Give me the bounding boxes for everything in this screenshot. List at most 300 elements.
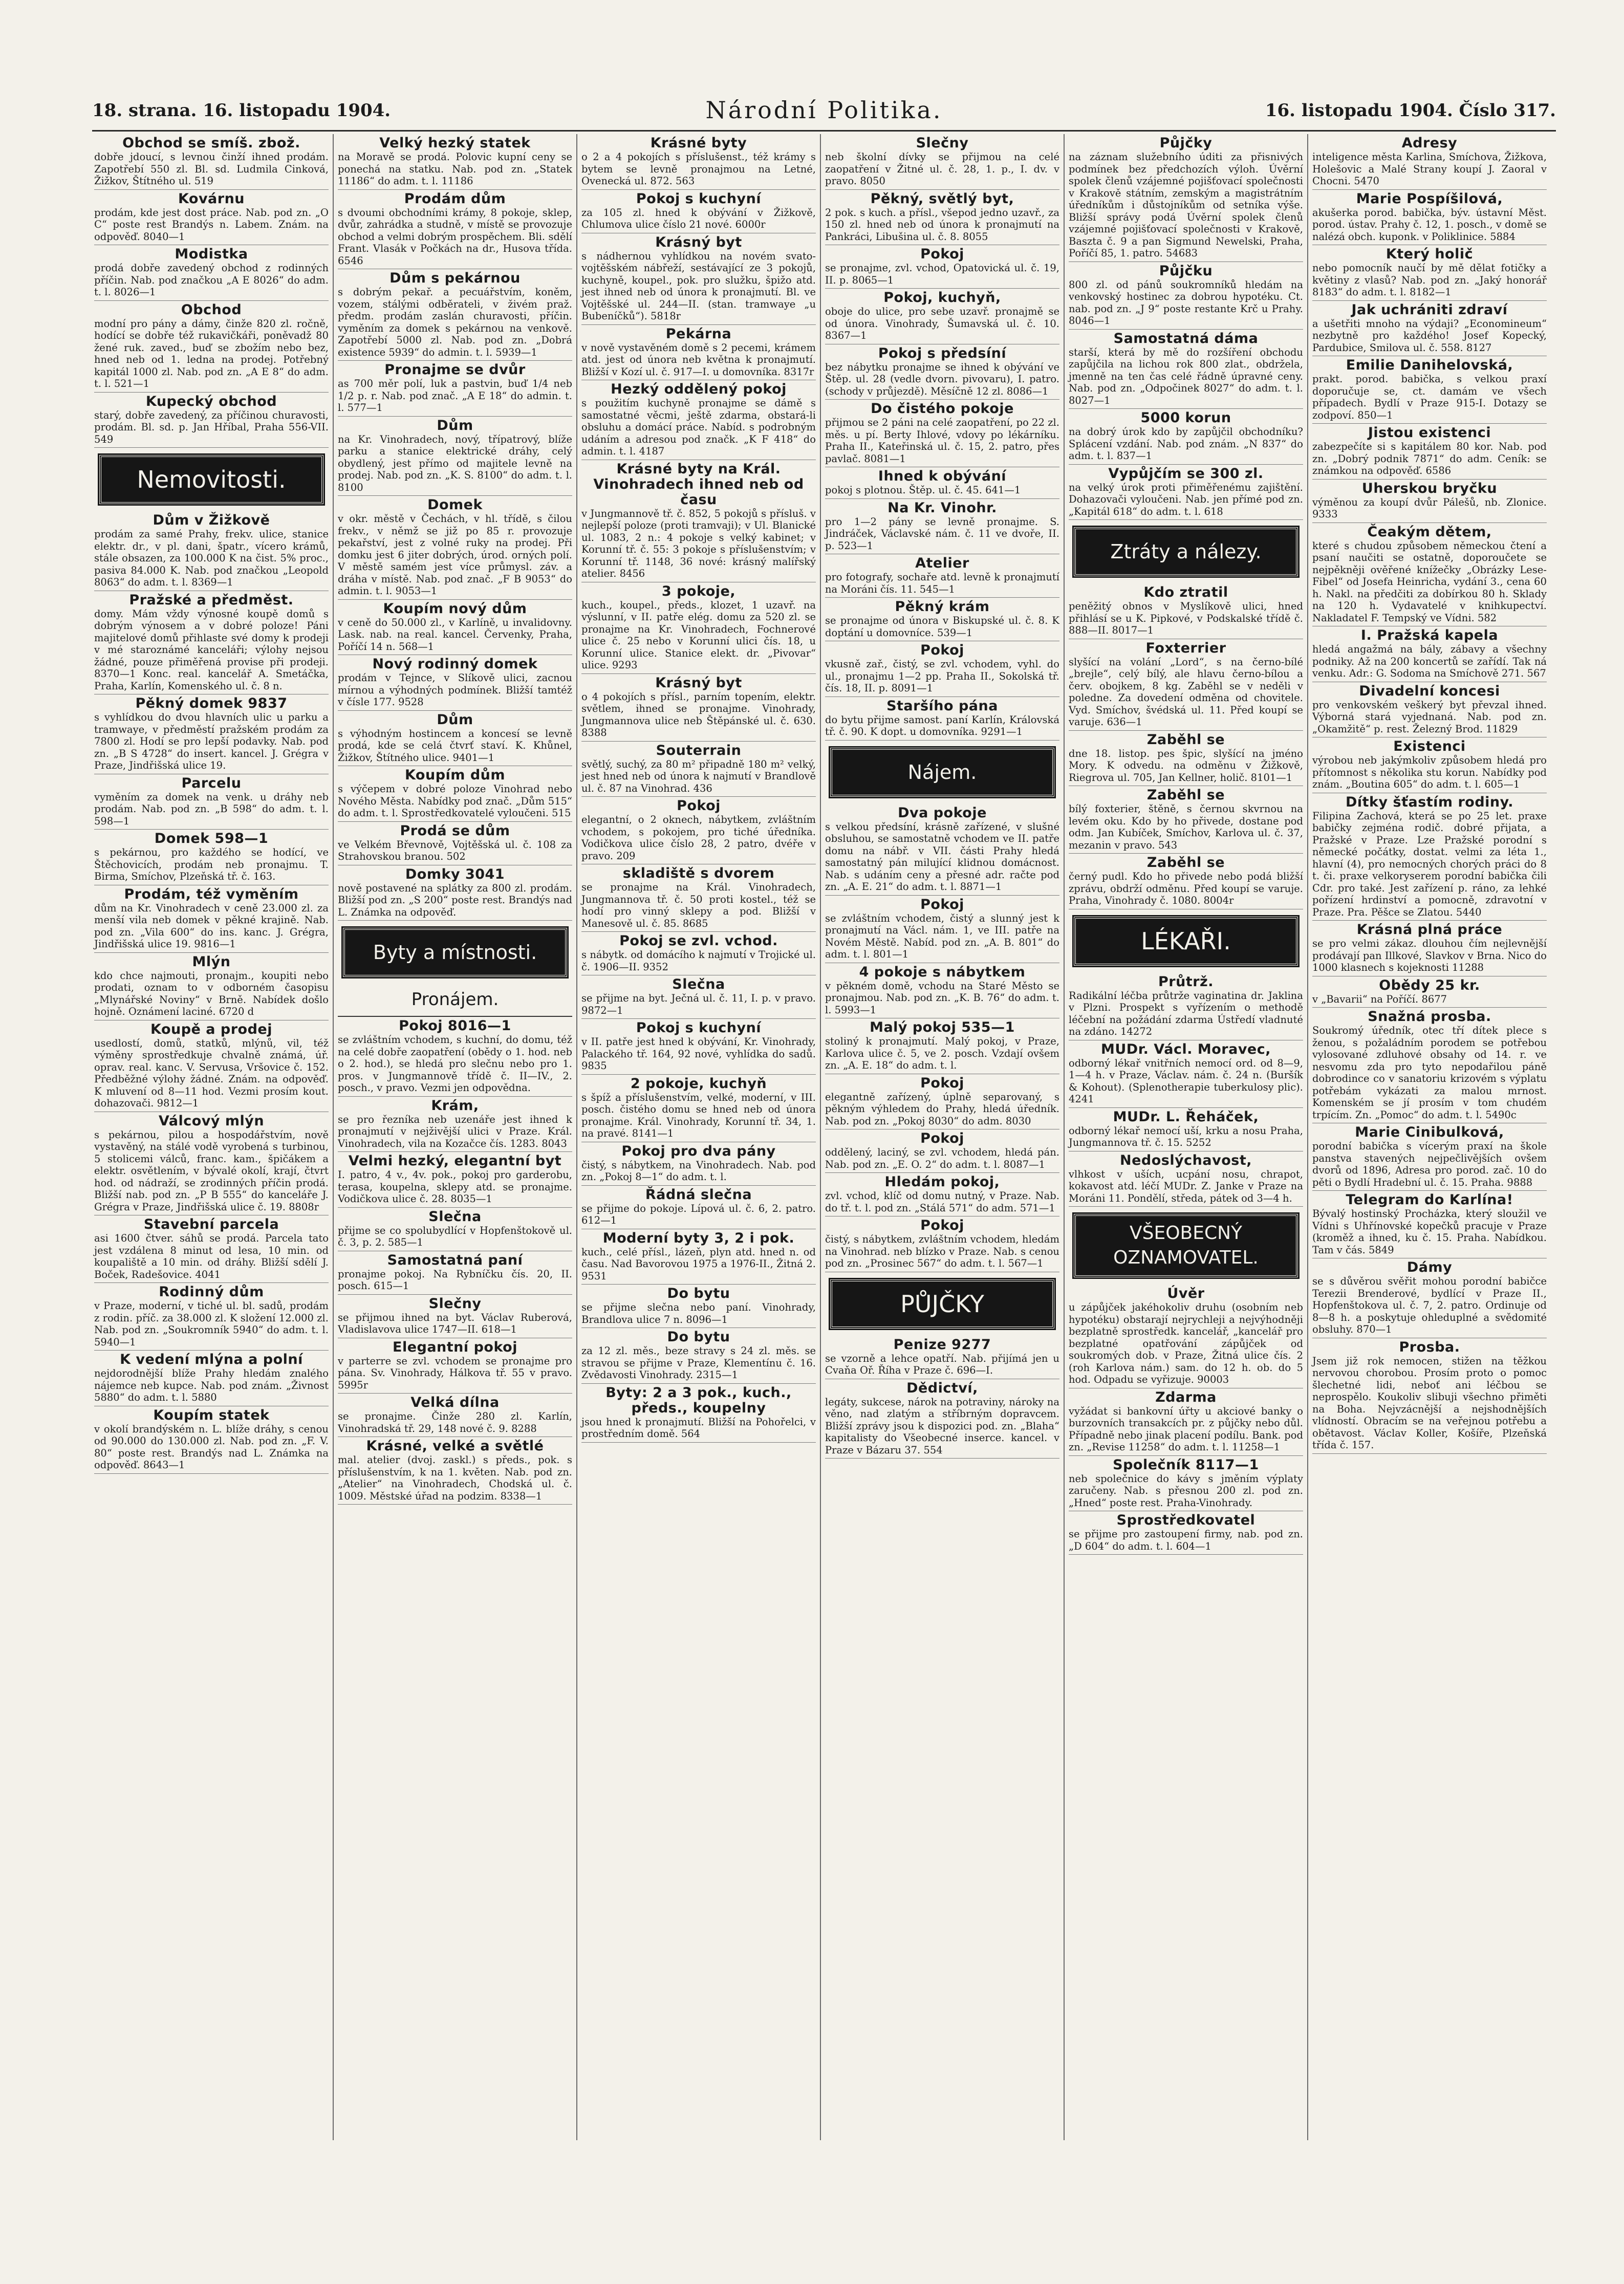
column-5-ads: [1067, 134, 1305, 1555]
ad-title: 2 pokoje, kuchyň: [630, 1075, 767, 1092]
classified-ad: [338, 417, 572, 496]
ad-title: Prosba.: [1399, 1339, 1460, 1355]
ad-title: Domky 3041: [405, 866, 505, 882]
ad-title: Kupecký obchod: [145, 393, 277, 409]
ad-text: nejdorodnější blíže Prahy hledám znalého nájemce neb kupce. Nab. pod znám. „Živnost 5880“ do adm. t. l. 5880: [94, 1367, 329, 1403]
ad-text: bílý foxterier, štěně, s černou skvrnou na levém oku. Kdo by ho přivede, dostane pod odm. Jan Kubíček, Smíchov, Karlova ul. č. 37, mezanin v pravo. 543: [1069, 803, 1303, 851]
classified-ad: [581, 674, 816, 742]
ad-text: pokoj s plotnou. Štěp. ul. č. 45. 641—1: [825, 484, 1021, 496]
ad-text: v II. patře jest hned k obývání, Kr. Vinohrady, Palackého tř. 164, 92 nové, vyhlídka do sadů. 9835: [581, 1036, 816, 1072]
ad-title: Krásný byt: [655, 234, 742, 250]
ad-title: Koupě a prodej: [150, 1021, 272, 1037]
ad-text: neb školní dívky se přijmou na celé zaopatření v Žitné ul. č. 28, 1. p., I. dv. v pravo. 8050: [825, 151, 1059, 187]
classified-ad: [94, 393, 329, 448]
ad-text: prodám v Tejnce, v Slíkově ulici, zacnou mírnou a výhodných podmínek. Bližší tamtéž v čísle 177. 9528: [338, 672, 572, 708]
ad-title: Dům: [437, 711, 473, 728]
classified-ad: [1312, 682, 1547, 738]
ad-text: nově postavené na splátky za 800 zl. prodám. Bližší pod zn. „S 200“ poste rest. Brandýs nad L. Známka na odpověď.: [338, 882, 572, 918]
ad-text: se vzorně a lehce opatří. Nab. přijímá jen u Cvaňa Oř. Říha v Praze č. 696—I.: [825, 1352, 1059, 1376]
classified-ad: [581, 1229, 816, 1285]
classified-ad: [825, 134, 1059, 190]
ad-title: 5000 korun: [1140, 410, 1231, 426]
ad-title: I. Pražská kapela: [1360, 627, 1499, 643]
ad-title: Pokoj: [920, 246, 964, 262]
banner-ztraty: Ztráty a nálezy.: [1074, 527, 1298, 576]
ad-text: starý, dobře zavedený, za příčinou churavosti, prodám. Bl. sd. p. Jan Hříbal, Praha 556-VII. 549: [94, 409, 329, 445]
classified-ad: [94, 1283, 329, 1351]
ad-text: se pro řezníka neb uzenáře jest ihned k pronajmutí v nejživější ulici v Praze. Král. Vinohradech, vila na Kozačce čís. 1283. 8043: [338, 1113, 572, 1149]
ad-title: Stavební parcela: [143, 1216, 279, 1232]
ad-title: Pražské a předměst.: [129, 592, 294, 608]
ad-text: za 105 zl. hned k obývání v Žižkově, Chlumova ulice číslo 21 nové. 6000r: [581, 206, 816, 230]
classified-ad: [825, 190, 1059, 246]
ad-text: 800 zl. od pánů soukromníků hledám na venkovský hostinec za dobrou hypotéku. Ct. nab. pod zn. „J 9“ poste restante Krč u Prahy. 8046—1: [1069, 278, 1303, 327]
column-4: [823, 134, 1062, 2145]
classified-ad: [1069, 1040, 1303, 1108]
ad-text: se pronajme. Činže 280 zl. Karlín, Vinohradská tř. 29, 148 nové č. 9. 8288: [338, 1410, 572, 1434]
classified-ad: [1069, 639, 1303, 731]
classified-ad: [1312, 1123, 1547, 1191]
classified-ad: [1069, 1108, 1303, 1151]
classified-ad: [581, 742, 816, 797]
ad-title: Hledám pokoj,: [884, 1174, 1000, 1190]
ad-title: Pronajme se dvůr: [384, 362, 526, 378]
classified-ad: [1069, 786, 1303, 854]
ad-text: 2 pok. s kuch. a přísl., všepod jedno uzavř., za 150 zl. hned neb od února k pronajmutí na Pankráci, Libušina ul. č. 8. 8055: [825, 206, 1059, 243]
classified-ad: [94, 1020, 329, 1112]
ad-text: do bytu přijme samost. paní Karlín, Královská tř. č. 90. K dopt. u domovníka. 9291—1: [825, 713, 1059, 737]
ad-text: s dobrým pekař. a pecuářstvím, koněm, vozem, stálými odběrateli, v živém praž. předm. prodám zaslán churavosti, příčin. vyměním za domek s pekárnou na venkově. Zapotřebí 5000 zl. Nab. pod zn. „Dobrá existence 5939“ do admin. t. l. 5939—1: [338, 286, 572, 358]
ad-title: Pokoj 8016—1: [399, 1018, 511, 1034]
ad-text: pronajme pokoj. Na Rybníčku čís. 20, II. posch. 615—1: [338, 1268, 572, 1292]
ad-text: s vyhlídkou do dvou hlavních ulic u parku a tramwaye, v předměstí pražském prodám za 7800 zl. Hodí se pro lepší podavky. Nab. pod zn. „B S 4728“ do insert. kancel. J. Grégra v Praze, Jindřišská ulice 19.: [94, 711, 329, 771]
classified-ad: [338, 190, 572, 270]
ad-title: Krásný byt: [655, 675, 742, 691]
classified-ad: [825, 499, 1059, 555]
banner-nemovitosti: Nemovitosti.: [99, 455, 323, 504]
column-1: [92, 134, 331, 2145]
ad-title: Zaběhl se: [1146, 855, 1225, 871]
ad-text: prakt. porod. babička, s velkou praxí doporučuje se, ct. damám ve všech případech. Bydlí v Praze 915-I. Dotazy se zodpoví. 850—1: [1312, 373, 1547, 421]
ad-title: Vypůjčím se 300 zl.: [1108, 465, 1264, 482]
ad-title: Zaběhl se: [1146, 787, 1225, 803]
ad-text: u zápůjček jakéhokoliv druhu (osobním neb hypotéku) obstarají nejrychleji a nejvýhodněji bezplatně sprostředk. kancelář, „kancelář pro bezplatné opatřování zápůjček od soukromých dob. v Praze, Žitná ulice čís. 2 (roh Karlova nám.) sam. do 12 h. ob. do 5 hod. Odpadu se vyřizuje. 90003: [1069, 1301, 1303, 1385]
classified-ad: [338, 865, 572, 921]
classified-ad: [825, 804, 1059, 896]
classified-ad: [581, 932, 816, 975]
ad-title: Společník 8117—1: [1113, 1456, 1259, 1473]
classified-ad: [1312, 1258, 1547, 1338]
ad-title: Pokoj pro dva pány: [621, 1143, 776, 1159]
ad-text: kuch., koupel., předs., klozet, 1 uzavř. na výslunní, v II. patře elég. domu za 520 zl. se pronajme na Kr. Vinohradech, Fochnerové ulice č. 25 nebo v Korunní ulici čís. 18, u Korunní ulice. Stanice elekt. dr. „Pivovar“ ulice. 9293: [581, 599, 816, 671]
classified-ad: [338, 711, 572, 767]
ad-text: v Jungmannově tř. č. 852, 5 pokojů s přísluš. v nejlepší poloze (proti tramvaji); v Ul. Blanické ul. 1083, 2 n.: 4 pokoje s velký kabinet; v Korunní tř. č. 55: 3 pokoje s příslušenstvím; v Korunní tř. 1148, 36 nové: krásný malířský atelier. 8456: [581, 507, 816, 579]
column-6-ads: [1310, 134, 1549, 1454]
ad-text: se zvláštním vchodem, s kuchní, do domu, též na celé dobře zaopatření (obědy o 1. hod. neb o 2. hod.), se hledá pro slečnu nebo pro 1. pros. v Jungmannově třídě č. II—IV., 2. posch., v pravo. Vezmi jen odpovědna.: [338, 1034, 572, 1094]
ad-text: v ceně do 50.000 zl., v Karlíně, u invalidovny. Lask. nab. na real. kancel. Červenky, Praha, Poříčí 14 n. 568—1: [338, 616, 572, 652]
ad-text: kuch., celé přísl., lázeň, plyn atd. hned n. od času. Nad Bavorovou 1975 a 1976-II., Žitná 2. 9531: [581, 1246, 816, 1282]
classified-ad: [1312, 921, 1547, 976]
ad-title: Prodá se dům: [400, 822, 510, 839]
column-1-ads-bottom: [92, 511, 331, 1474]
ad-title: Existenci: [1393, 738, 1466, 754]
classified-ad: [94, 1112, 329, 1216]
ad-title: Kdo ztratil: [1143, 584, 1228, 600]
ad-title: Dům v Žižkově: [153, 512, 270, 528]
ad-title: Do bytu: [667, 1286, 730, 1301]
ad-text: se pronajme, zvl. vchod, Opatovická ul. č. 19, II. p. 8065—1: [825, 262, 1059, 286]
ad-title: Telegram do Karlína!: [1346, 1192, 1513, 1208]
ad-title: Krásná plná práce: [1356, 922, 1503, 938]
classified-ad: [338, 1097, 572, 1152]
column-3: [579, 134, 818, 2145]
classified-ad: [338, 1152, 572, 1208]
ad-title: MUDr. L. Řeháček,: [1113, 1108, 1259, 1125]
classified-ad: [1312, 1191, 1547, 1258]
classified-ad: [825, 1173, 1059, 1216]
classified-ad: [338, 600, 572, 656]
ad-text: starší, která by mě do rozšíření obchodu zapůjčila na lichou rok 800 zlat., obdržela, jmenně na ten čas celé řádně úpravné ceny. Nab. pod zn. „Odpočinek 8027“ do adm. t. l. 8027—1: [1069, 346, 1303, 406]
ad-title: Slečny: [428, 1295, 482, 1312]
ad-text: prodá dobře zavedený obchod z rodinných příčin. Nab. pod značkou „A E 8026“ do adm. t. l. 8026—1: [94, 262, 329, 298]
ad-text: Filipina Zachová, která se po 25 let. praxe babičky zejména rodič. dobré přijata, a Pražské v Praze. Lze Pražské porodní s německé počátky, dostat. velmi za léta 1., hlavní (4), pro nemocných chorých práci do 8 t. či. praxe velkoryserem porodní babička čili Cdr. pro také. Jest zařízení p. ráno, za lehké pořízení hrdinství a pomocně, zdravotní v Praze. Pra. Pěšce se Zlatou. 5440: [1312, 810, 1547, 918]
classified-ad: [94, 134, 329, 190]
column-divider: [576, 134, 577, 2140]
ad-text: oboje do ulice, pro sebe uzavř. pronajmě se od února. Vinohrady, Šumavská ul. č. 10. 8367—1: [825, 306, 1059, 341]
ad-title: Dámy: [1406, 1259, 1453, 1275]
ad-title: Atelier: [915, 555, 969, 571]
ad-title: Samostatná paní: [387, 1252, 523, 1268]
classified-ad: [825, 554, 1059, 598]
ad-text: na Kr. Vinohradech, nový, třípatrový, blíže parku a stanice elektrické dráhy, celý obydlený, jest přímo od majitele levně na prodej. Nab. pod zn. „K. S. 8100“ do adm. t. l. 8100: [338, 433, 572, 493]
classified-ad: [581, 975, 816, 1019]
ad-text: dobře jdoucí, s levnou činží ihned prodám. Zapotřebí 550 zl. Bl. sd. Ludmila Cinková, Žižkov, Štítného ul. 519: [94, 151, 329, 187]
ad-title: Hezký oddělený pokoj: [611, 381, 787, 397]
classified-ad: [94, 511, 329, 591]
classified-ad: [1312, 134, 1547, 190]
ad-text: o 4 pokojích s přísl., parním topením, elektr. světlem, ihned se pronajme. Vinohrady, Jungmannova ulice neb Štěpánské ul. č. 630. 8388: [581, 690, 816, 738]
ad-title: Domek 598—1: [154, 831, 269, 846]
ad-text: kdo chce najmouti, pronajm., koupiti nebo prodati, oznam to v odborném časopisu „Mlynářské Noviny“ v Brně. Nabídek došlo hojně. Oznámení laciné. 6720 d: [94, 969, 329, 1017]
ad-title: Krásné byty: [650, 135, 747, 151]
ad-title: Divadelní koncesi: [1359, 683, 1500, 699]
ad-title: Na Kr. Vinohr.: [887, 499, 997, 516]
ad-title: Staršího pána: [886, 698, 998, 714]
ad-text: hledá angažmá na bály, zábavy a všechny podniky. Až na 200 koncertů se zařídí. Tak ná venku. Adr.: G. Sodoma na Smíchově 271. 567: [1312, 643, 1547, 679]
ad-title: Uherskou bryčku: [1361, 480, 1498, 496]
ad-title: Jak uchrániti zdraví: [1351, 301, 1508, 318]
ad-title: Pokoj: [920, 642, 964, 658]
ad-title: Pokoj s předsíní: [878, 345, 1007, 361]
classified-ad: [94, 190, 329, 246]
ad-title: Zaběhl se: [1146, 731, 1225, 748]
ad-text: za 12 zl. měs., beze stravy s 24 zl. měs. se stravou se přijme v Praze, Klementínu č. 16. Zvědavosti Vinohrady. 2315—1: [581, 1345, 816, 1381]
ad-title: Rodinný dům: [159, 1284, 264, 1300]
ad-title: 3 pokoje,: [661, 583, 736, 599]
header-rule: [92, 130, 1556, 132]
classified-ad: [1312, 523, 1547, 627]
ad-text: pro 1—2 pány se levně pronajme. S. Jindráček, Václavské nám. č. 11 ve dvoře, II. p. 523—1: [825, 515, 1059, 552]
ad-text: se přijmou ihned na byt. Václav Ruberová, Vladislavova ulice 1747—II. 618—1: [338, 1311, 572, 1335]
classified-ad: [581, 380, 816, 460]
ad-title: Emilie Danihelovská,: [1346, 357, 1513, 373]
ad-title: Velmi hezký, elegantní byt: [348, 1153, 562, 1169]
ad-title: Penize 9277: [893, 1336, 991, 1353]
ad-title: Moderní byty 3, 2 i pok.: [602, 1230, 795, 1246]
ad-text: čistý, s nábytkem, zvláštním vchodem, hledám na Vinohrad. neb blízko v Praze. Nab. s cenou pod zn. „Prosinec 567“ do adm. t. l. 567—1: [825, 1233, 1059, 1269]
ad-text: inteligence města Karlina, Smíchova, Žižkova, Holešovic a Malé Strany koupí J. Zaoral v Chocni. 5470: [1312, 151, 1547, 187]
ad-title: Foxterrier: [1145, 640, 1226, 656]
ad-text: vkusně zař., čistý, se zvl. vchodem, vyhl. do ul., pronajmu 1—2 pp. Praha II., Sokolská tř. čís. 18, II. p. 8091—1: [825, 658, 1059, 694]
ad-title: Dědictví,: [906, 1380, 978, 1396]
classified-ad: [94, 1351, 329, 1406]
ad-title: 4 pokoje s nábytkem: [859, 964, 1026, 980]
column-divider: [820, 134, 821, 2140]
ad-text: v parterre se zvl. vchodem se pronajme pro pána. Sv. Vinohrady, Hálkova tř. 55 v pravo. 5995r: [338, 1355, 572, 1391]
ad-text: vyžádat si bankovní úřty u akciové banky o burzovních transakcích pr. z půjčky nebo důl. Případně nebo jinak placení podílu. Bank. pod zn. „Revise 11258“ do adm. t. l. 11258—1: [1069, 1405, 1303, 1453]
classified-ad: [1069, 1511, 1303, 1555]
ad-title: Pokoj: [920, 1217, 964, 1233]
ad-text: pro venkovském veškerý byt převzal ihned. Výborná stará vyjednaná. Nab. pod zn. „Okamžitě“ p. rest. Železný Brod. 11829: [1312, 699, 1547, 735]
ad-text: as 700 měr polí, luk a pastvin, buď 1/4 neb 1/2 p. r. Nab. pod znač. „A E 18“ do admin. t. l. 577—1: [338, 378, 572, 414]
ad-text: porodní babička s vícerým praxí na škole panstva stavených nejpečlivějších ovšem dvorů od 1896, Adresa pro porod. zač. 10 do pěti o Bydlí Hradební ul. č. 15. Praha. 9888: [1312, 1140, 1547, 1188]
classified-ad: [338, 822, 572, 865]
ad-title: Sprostředkovatel: [1116, 1512, 1255, 1528]
ad-text: čistý, s nábytkem, na Vinohradech. Nab. pod zn. „Pokoj 8—1“ do adm. t. l.: [581, 1159, 816, 1183]
ad-text: s použitím kuchyně pronajme se dámě s samostatné věcmi, ještě zdarma, obstará-li obsluhu a domácí práce. Nabíd. s podrobným udáním a adresou pod značk. „K F 418“ do admin. t. l. 4187: [581, 397, 816, 457]
ad-title: Krásné, velké a světlé: [366, 1438, 544, 1454]
classified-ad: [581, 233, 816, 325]
classified-ad: [338, 269, 572, 361]
banner-pujcky: PŮJČKY: [830, 1279, 1054, 1329]
ad-text: odborný lékař vnitřních nemocí ord. od 8—9, 1—4 h. v Praze, Václav. nám. č. 24 n. (Buršík & Kohout). (Splenotherapie tuberkulosy plic). 4241: [1069, 1057, 1303, 1105]
ad-title: Pokoj: [677, 798, 721, 814]
classified-ad: [1312, 793, 1547, 921]
classified-ad: [94, 1406, 329, 1474]
classified-ad: [825, 1129, 1059, 1173]
ad-title: Do čistého pokoje: [871, 401, 1014, 417]
classified-ad: [581, 460, 816, 582]
ad-title: Který holič: [1385, 246, 1474, 262]
classified-ad: [338, 1338, 572, 1394]
ad-text: s špíž a příslušenstvím, velké, moderní, v III. posch. čistého domu se hned neb od února pronajme. Král. Vinohrady, Korunní tř. 34, 1. na pravé. 8141—1: [581, 1091, 816, 1139]
ad-title: Snažná prosba.: [1368, 1009, 1491, 1025]
ad-title: Pokoj: [920, 1130, 964, 1146]
ad-title: Ihned k obývání: [878, 468, 1007, 484]
ad-text: elegantně zařízený, úplně separovaný, s pěkným výhledem do Prahy, hledá úředník. Nab. pod zn. „Pokoj 8030“ do adm. 8030: [825, 1091, 1059, 1127]
ad-text: se přijme slečna nebo paní. Vinohrady, Brandlova ulice 7 n. 8096—1: [581, 1301, 816, 1325]
ad-text: s výhodným hostincem a koncesí se levně prodá, kde se celá čtvrť staví. K. Khůnel, Žižkov, Štítného ulice. 9401—1: [338, 727, 572, 764]
ad-text: se pronajme od února v Biskupské ul. č. 8. K doptání u domovníce. 539—1: [825, 615, 1059, 639]
ad-text: s výčepem v dobré poloze Vinohrad nebo Nového Města. Nabídky pod znač. „Dům 515“ do adm. t. l. Sprostředkovatelé vyloučeni. 515: [338, 783, 572, 819]
classified-ad: [581, 1019, 816, 1075]
ad-text: bez nábytku pronajme se ihned k obývání ve Štěp. ul. 28 (vedle dvorn. pivovaru), I. patro. (schody v průjezdě). Měsíčně 12 zl. 8086—1: [825, 361, 1059, 397]
ad-text: s pekárnou, pilou a hospodářstvím, nově vystavěný, na stálé vodě vyrobená s turbinou, 5 stolicemi válců, franc. kam., špičákem a elektr. osvětlením, v bývalé okolí, krají, čtvrt hod. od nádraží, se zrodinných příčin prodá. Bližší nab. pod zn. „P B 555“ do kanceláře J. Grégra v Praze, Jindřišská ulice č. 19. 8808r: [94, 1128, 329, 1213]
classified-ad: [94, 1215, 329, 1283]
ad-text: na záznam služebního úditi za přisnivých podmínek bez předchozích výloh. Úvěrní spolek členů vzájemné pojišťovací společnosti v Krakově státním, zemským a magistrátním úředníkům i důstojníkům od setníka výše. Bližší správy podá Úvěrní spolek členů vzájemné pojišťovací společnosti v Krakově, Baszta č. 9 a pan Sigmund Newelski, Praha, Poříčí 85, 1. patro. 54683: [1069, 151, 1303, 259]
classified-ad: [581, 1384, 816, 1443]
ad-title: Dítky šťastím rodiny.: [1345, 794, 1514, 810]
ad-title: Marie Cinibulková,: [1355, 1124, 1504, 1140]
ad-text: legáty, sukcese, nárok na potraviny, nároky na věno, nad zlatým a stříbrným dopravcem. Bližší zprávy jsou k dispozici pod. zn. „Blaha“ kapitalisty do Všeobecné inserce. kancel. v Praze v Bázaru 37. 554: [825, 1396, 1059, 1456]
ad-text: se pronajme na Král. Vinohradech, Jungmannova tř. č. 50 proti kostel., též se hodí pro vinný sklepy a pod. Bližší v Manesově ul. č. 85. 8685: [581, 881, 816, 929]
classified-ad: [1069, 262, 1303, 330]
ad-title: Nový rodinný domek: [372, 656, 538, 672]
ad-title: MUDr. Václ. Moravec,: [1100, 1041, 1271, 1057]
ad-text: akušerka porod. babička, býv. ústavní Měst. porod. ústav. Prahy č. 12, 1. posch., v domě se nalézá obch. kuponk. v Poliklinice. 5884: [1312, 206, 1547, 243]
classified-ad: [825, 598, 1059, 641]
classified-ad: [1312, 301, 1547, 357]
ad-title: Koupím nový dům: [383, 600, 527, 617]
banner-byty: Byty a místnosti.: [343, 928, 567, 977]
ad-title: Průtrž.: [1158, 973, 1214, 990]
classified-ad: [581, 134, 816, 190]
ad-title: Půjčky: [1159, 135, 1212, 151]
classified-ad: [581, 1142, 816, 1186]
classified-ad: [825, 697, 1059, 741]
ad-text: elegantní, o 2 oknech, nábytkem, zvláštním vchodem, s pokojem, pro tiché úředníka. Vodičkova ulice číslo 28, 2 patro, dvéře v pravo. 209: [581, 814, 816, 862]
ad-title: Pěkný krám: [895, 599, 990, 615]
column-2-ads-bottom: [336, 1017, 574, 1505]
classified-ad: [338, 1208, 572, 1251]
newspaper-title: Národní Politika.: [705, 96, 943, 124]
ad-title: Dům: [437, 417, 473, 433]
column-2: [336, 134, 574, 2145]
ad-text: s nádhernou vyhlídkou na novém svato-vojtěšském nábřeží, sestávající ze 3 pokojů, kuchyně, koupel., pok. pro služku, špižo atd. jest ihned neb od února k pronajmutí. Bl. ve Vojtěšské ul. 244—II. (stan. tramwaye „u Bubeníčků“). 5818r: [581, 250, 816, 322]
classified-ad: [338, 1394, 572, 1437]
ad-text: a ušetřiti mnoho na výdaji? „Economineum“ nezbytně pro každého! Josef Kopecký, Pardubice, Smilova ul. č. 558. 8127: [1312, 317, 1547, 354]
ad-text: ve Velkém Břevnově, Vojtěšská ul. č. 108 za Strahovskou branou. 502: [338, 838, 572, 862]
ad-text: prodám za samé Prahy, frekv. ulice, stanice elektr. dr., v pl. dani, špatr., vícero krámů, stále obsazen, za 100.000 K na čist. 5% proc., pasiva 84.000 K. Nab. pod značkou „Leopold 8063“ do adm. t. l. 8369—1: [94, 528, 329, 588]
ad-text: jsou hned k pronajmutí. Bližší na Pohořelci, v prostředním domě. 564: [581, 1416, 816, 1440]
ad-text: peněžitý obnos v Myslíkově ulici, hned přihlásí se u K. Pipkové, v Podskalské třídě č. 888—II. 8017—1: [1069, 600, 1303, 636]
ad-text: v nově vystavěném domě s 2 pecemi, krámem atd. jest od února neb května k pronajmutí. Bližší v Kozí ul. č. 917—I. u domovníka. 8317r: [581, 341, 816, 378]
ad-text: odborný lékař nemocí uší, krku a nosu Praha, Jungmannova tř. č. 15. 5252: [1069, 1124, 1303, 1148]
ad-title: Obědy 25 kr.: [1379, 977, 1480, 993]
ad-title: Pokoj s kuchyní: [636, 1020, 762, 1036]
column-2-ads-top: [336, 134, 574, 921]
classified-ad: [825, 641, 1059, 697]
ad-title: Do bytu: [667, 1329, 730, 1345]
column-3-ads: [579, 134, 818, 1443]
ad-title: Pokoj: [920, 1075, 964, 1091]
ad-title: Kovárnu: [178, 190, 245, 207]
banner-najem: Nájem.: [830, 748, 1054, 797]
classified-ad: [94, 885, 329, 953]
ad-text: slyšící na volání „Lord“, s na černo-bílé „brejle“, celý bílý, ale hlavu černo-bílou a červ. obojkem, 8 kg. Zaběhl se v neděli v poledne. Za dovedení odměna od chovitele. Vyd. Smíchov, švédská ul. 11. Před koupí se varuje. 636—1: [1069, 656, 1303, 728]
classified-ad: [1069, 583, 1303, 639]
banner-lekari: LÉKAŘI.: [1074, 917, 1298, 966]
header-left: 18. strana. 16. listopadu 1904.: [92, 100, 391, 121]
classified-ad: [825, 1336, 1059, 1379]
classified-ad: [1312, 356, 1547, 424]
ad-text: zabezpečíte si s kapitálem 80 kor. Nab. pod zn. „Dobrý podnik 7871“ do adm. Ceník: se známkou na odpověď. 6586: [1312, 441, 1547, 476]
column-divider: [1307, 134, 1308, 2140]
ad-title: Pokoj s kuchyní: [636, 190, 762, 207]
classified-ad: [1069, 1388, 1303, 1456]
ad-text: stoliný k pronajmutí. Malý pokoj, v Praze, Karlova ulice č. 5, ve 2. posch. Vzdají ovšem zn. „A. E. 18“ do adm. t. l.: [825, 1035, 1059, 1071]
classified-ad: [338, 134, 572, 190]
classified-ad: [338, 496, 572, 600]
ad-title: Samostatná dáma: [1113, 330, 1259, 346]
ad-text: se přijme na byt. Ječná ul. č. 11, I. p. v pravo. 9872—1: [581, 992, 816, 1016]
ad-text: prodám, kde jest dost práce. Nab. pod zn. „O C“ poste rest Brandýs n. Labem. Znám. na odpověď. 8040—1: [94, 206, 329, 243]
classified-ad: [581, 1186, 816, 1229]
classified-ad: [825, 1018, 1059, 1074]
classified-ad: [1312, 245, 1547, 301]
ad-title: Slečna: [428, 1208, 482, 1225]
ad-text: které s chudou způsobem německou čtení a psaní naučiti se ostatně, doporoučete se nejpěkněji ověřené knížečky „Obrázky Lese-Fibel“ od Josefa Heinricha, vydání 3., cena 60 h. Nakl. na předčiti za dobírkou 80 h. Sklady na 120 h. Vydavatelé v knihkupectví. Nakladatel F. Tempský ve Vídni. 582: [1312, 539, 1547, 624]
ad-text: modní pro pány a dámy, činže 820 zl. ročně, hodící se dobře též rukavičkáři, poněvadž 80 žené ruk. zaved., buď se zbožím nebo bez, hned neb od 1. ledna na prodej. Potřebný kapitál 1000 zl. Nab. pod zn. „A E 8“ do adm. t. l. 521—1: [94, 317, 329, 389]
ad-title: Pokoj: [920, 896, 964, 912]
classified-ad: [1312, 737, 1547, 793]
classified-ad: [825, 245, 1059, 289]
ad-title: Zdarma: [1155, 1389, 1217, 1405]
ad-title: Půjčku: [1159, 263, 1213, 279]
section-pronajem: Pronájem.: [338, 984, 572, 1017]
banner-oznamovatel: VŠEOBECNÝ OZNAMOVATEL.: [1074, 1214, 1298, 1277]
ad-title: Pokoj, kuchyň,: [883, 290, 1001, 306]
classified-ad: [581, 1285, 816, 1328]
column-5: [1067, 134, 1305, 2145]
ad-text: domy. Mám vždy výnosné koupě domů s dobrým výnosem a v dobré poloze! Páni majitelové domů přihlaste své domy k prodeji v mé staroznámé kanceláři; výlohy nejsou žádné, pouze přiměřená provise při prodeji. 8370—1 Konc. real. kancelář A. Smetáčka, Praha, Karlín, Komenského ul. č. 8 n.: [94, 607, 329, 692]
ad-title: Malý pokoj 535—1: [870, 1019, 1015, 1035]
ad-text: zvl. vchod, klíč od domu nutný, v Praze. Nab. do tř. t. l. pod zn. „Stálá 571“ do adm. 571—1: [825, 1190, 1059, 1214]
ad-title: Adresy: [1401, 135, 1458, 151]
ad-title: Velká dílna: [410, 1395, 500, 1410]
ad-title: Čeakým dětem,: [1367, 524, 1492, 540]
ad-title: Dům s pekárnou: [389, 270, 521, 286]
ad-text: s pekárnou, pro každého se hodící, ve Štěchovicích, prodám neb pronajmu. T. Birma, Smíchov, Plzeňská tř. č. 163.: [94, 846, 329, 882]
ad-title: Obchod: [181, 301, 242, 318]
classified-ad: [1069, 465, 1303, 520]
ad-text: s dvoumi obchodními krámy, 8 pokoje, sklep, dvůr, zahrádka a studně, v místě se provozuje obchod a velmi dobrým prospěchem. Bli. sdělí Frant. Vlasák v Počkách na dr., Husova třída. 6546: [338, 206, 572, 267]
ad-title: Domek: [427, 497, 483, 513]
ad-text: se přijme pro zastoupení firmy, nab. pod zn. „D 604“ do adm. t. l. 604—1: [1069, 1528, 1303, 1552]
column-1-ads-top: [92, 134, 331, 448]
classified-ad: [1069, 1285, 1303, 1388]
ad-title: Byty: 2 a 3 pok., kuch., předs., koupelny: [605, 1384, 792, 1416]
classified-ad: [94, 830, 329, 885]
ad-title: Slečna: [672, 976, 725, 992]
classified-ad: [338, 1437, 572, 1505]
ad-text: o 2 a 4 pokojích s příslušenst., též krámy s bytem se levně pronajmou na Letné, Ovenecká ul. 872. 563: [581, 151, 816, 187]
ad-title: Souterrain: [656, 742, 742, 758]
ad-text: s nábytk. od domácího k najmutí v Trojické ul. č. 1906—II. 9352: [581, 949, 816, 973]
ad-title: Prodám, též vyměním: [124, 886, 299, 902]
classified-ad: [581, 1328, 816, 1384]
ad-text: se pro velmi zákaz. dlouhou čím nejlevnější prodávají pan Illkové, Slavkov v Brna. Nico do 1000 klasnech s kojeknosti 11288: [1312, 938, 1547, 973]
ad-title: Slečny: [916, 135, 969, 151]
ad-text: asi 1600 čtver. sáhů se prodá. Parcela tato jest vzdálena 8 minut od lesa, 10 min. od koupaliště a 10 min. od dráhy. Bližší sdělí J. Boček, Radešovice. 4041: [94, 1232, 329, 1280]
classified-ad: [1069, 731, 1303, 787]
ad-text: se s důvěrou svěřit mohou porodní babičce Terezii Brenderové, bydlící v Praze II., Hopfenštokova ul. č. 7, 2. patro. Ordinuje od 8—8 h. a poskytuje ohleduplné a svědomité obsluhy. 870—1: [1312, 1275, 1547, 1335]
classified-ad: [825, 1379, 1059, 1459]
ad-text: usedlostí, domů, statků, mlýnů, vil, též výměny sprostředkuje chvalně známá, úř. oprav. real. kanc. V. Servusa, Vršovice č. 152. Předběžné výlohy žádné. Znám. na odpověď. K mluvení od 8—11 hod. Vezmi prosím kout. dohazovači. 9812—1: [94, 1037, 329, 1109]
classified-ad: [94, 245, 329, 301]
ad-text: výměnou za koupí dvůr Pálešů, nb. Zlonice. 9333: [1312, 496, 1547, 520]
classified-ad: [825, 344, 1059, 400]
classified-ad: [1312, 626, 1547, 682]
ad-title: Obchod se smíš. zbož.: [122, 135, 300, 151]
ad-text: přijme se co spolubydlící v Hopfenštokově ul. č. 3, p. 2. 585—1: [338, 1224, 572, 1248]
ad-text: vlhkost v uších, ucpání nosu, chrapot, kokavost atd. léčí MUDr. Z. Janke v Praze na Moráni 11. Pondělí, středa, pátek od 3—4 h.: [1069, 1168, 1303, 1204]
classified-ad: [1069, 409, 1303, 465]
ad-text: se zvláštním vchodem, čistý a slunný jest k pronajmutí na Václ. nám. 1, ve III. patře na Novém Městě. Nabíd. pod zn. „A. B. 801“ do adm. t. l. 801—1: [825, 912, 1059, 960]
ad-text: mal. atelier (dvoj. zaskl.) s předs., pok. s příslušenstvím, k na 1. květen. Nab. pod zn. „Atelier“ na Vinohradech, Chodská ul. č. 1009. Městské úřad na podzim. 8338—1: [338, 1454, 572, 1502]
classified-ad: [1312, 424, 1547, 480]
ad-text: na dobrý úrok kdo by zapůjčil obchodníku? Splácení vzdání. Nab. pod znám. „N 837“ do adm. t. l. 837—1: [1069, 426, 1303, 462]
